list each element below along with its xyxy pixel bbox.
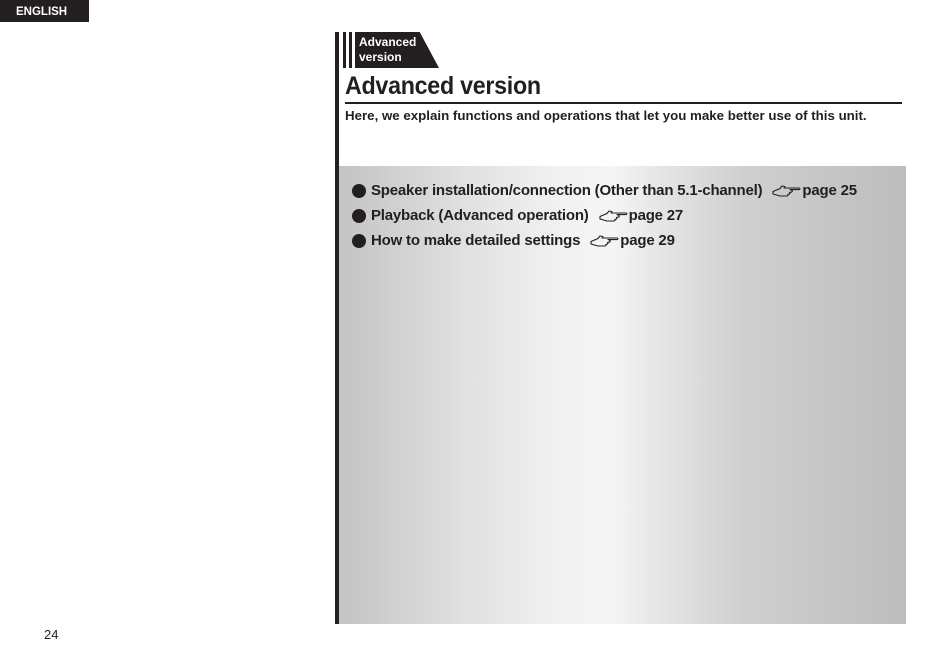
page-title: Advanced version <box>345 72 541 100</box>
language-tab: ENGLISH <box>0 0 89 22</box>
contents-link-detailed-settings[interactable] <box>352 228 857 253</box>
bullet-icon <box>352 209 366 223</box>
link-page-ref[interactable]: page 25 <box>802 182 857 199</box>
link-page-ref[interactable]: page 27 <box>628 207 684 224</box>
contents-link-playback-advanced[interactable] <box>352 203 857 228</box>
badge-stripe <box>343 32 346 68</box>
badge-stripe <box>349 32 352 68</box>
link-label: Speaker installation/connection (Other than 5.1-channel) <box>371 182 763 199</box>
page-number: 24 <box>44 627 59 642</box>
title-divider <box>345 102 902 104</box>
bullet-icon <box>352 184 366 198</box>
section-badge <box>343 32 439 68</box>
pointing-hand-icon <box>772 184 802 198</box>
badge-label: Advanced version <box>359 35 417 64</box>
link-label: Playback (Advanced operation) <box>371 207 589 224</box>
pointing-hand-icon <box>599 209 629 223</box>
contents-link-speaker-installation[interactable] <box>352 178 857 203</box>
pointing-hand-icon <box>590 234 620 248</box>
link-page-ref[interactable]: page 29 <box>620 232 675 249</box>
contents-link-list <box>352 178 857 253</box>
intro-text: Here, we explain functions and operations that let you make better use of this unit. <box>345 108 867 123</box>
link-label: How to make detailed settings <box>371 232 581 249</box>
bullet-icon <box>352 234 366 248</box>
